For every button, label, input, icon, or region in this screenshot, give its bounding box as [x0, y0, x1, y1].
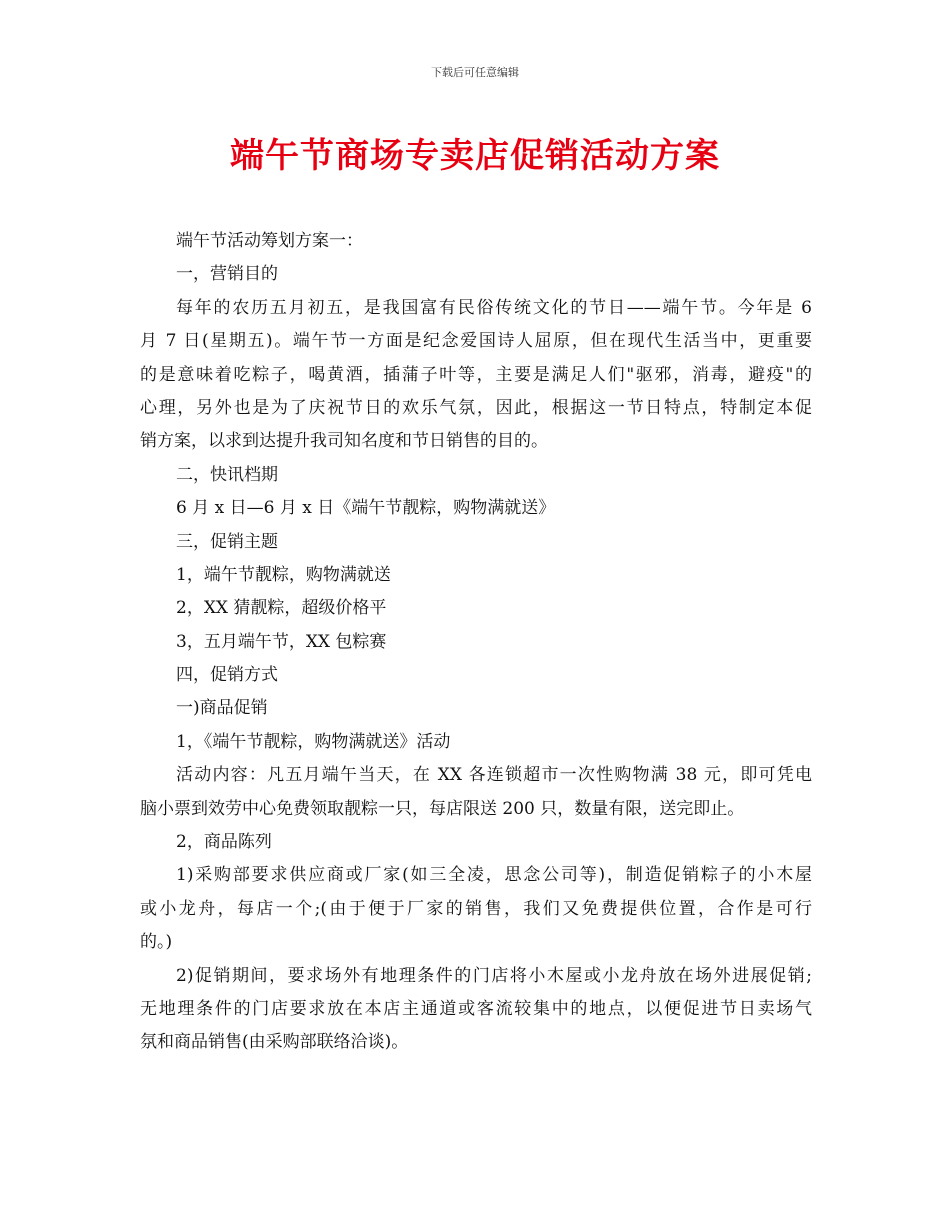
- paragraph-line: 6 月 x 日—6 月 x 日《端午节靓粽，购物满就送》: [176, 498, 556, 519]
- paragraph-line: 的。): [140, 932, 173, 953]
- paragraph-line: 每年的农历五月初五，是我国富有民俗传统文化的节日——端午节。今年是 6: [176, 297, 812, 318]
- paragraph-line: 或小龙舟，每店一个;(由于便于厂家的销售，我们又免费提供位置，合作是可行: [140, 898, 812, 919]
- document-body: [140, 225, 812, 1060]
- list-item: 2，商品陈列: [176, 832, 272, 853]
- header-note: 下载后可任意编辑: [431, 66, 519, 79]
- section-heading: 一，营销目的: [176, 264, 278, 285]
- section-heading: 四，促销方式: [176, 665, 278, 686]
- list-item: 1，端午节靓粽，购物满就送: [176, 564, 391, 585]
- paragraph-line: 月 7 日(星期五)。端午节一方面是纪念爱国诗人屈原，但在现代生活当中，更重要: [140, 331, 812, 352]
- paragraph-line: 脑小票到效劳中心免费领取靓粽一只，每店限送 200 只，数量有限，送完即止。: [140, 798, 745, 819]
- paragraph-line: 1)采购部要求供应商或厂家(如三全凌，思念公司等)，制造促销粽子的小木屋: [176, 865, 812, 886]
- paragraph-line: 2)促销期间，要求场外有地理条件的门店将小木屋或小龙舟放在场外进展促销;: [176, 965, 812, 986]
- paragraph-line: 的是意味着吃粽子，喝黄酒，插蒲子叶等，主要是满足人们"驱邪，消毒，避疫"的: [140, 364, 812, 385]
- intro-heading: 端午节活动筹划方案一：: [176, 231, 363, 251]
- list-item: 3，五月端午节，XX 包粽赛: [176, 631, 387, 652]
- list-item: 1，《端午节靓粽，购物满就送》活动: [176, 731, 451, 752]
- paragraph-line: 销方案，以求到达提升我司知名度和节日销售的目的。: [140, 431, 548, 452]
- section-heading: 三，促销主题: [176, 531, 278, 552]
- paragraph-line: 心理，另外也是为了庆祝节日的欢乐气氛，因此，根据这一节日特点，特制定本促: [140, 397, 812, 418]
- document-title: 端午节商场专卖店促销活动方案: [230, 136, 720, 176]
- paragraph-line: 活动内容：凡五月端午当天，在 XX 各连锁超市一次性购物满 38 元，即可凭电: [176, 765, 812, 786]
- list-item: 2，XX 猜靓粽，超级价格平: [176, 598, 387, 619]
- subsection-heading: 一)商品促销: [176, 698, 268, 719]
- paragraph-line: 氛和商品销售(由采购部联络洽谈)。: [140, 1032, 409, 1053]
- paragraph-line: 无地理条件的门店要求放在本店主通道或客流较集中的地点，以便促进节日卖场气: [140, 998, 812, 1019]
- section-heading: 二，快讯档期: [176, 464, 278, 485]
